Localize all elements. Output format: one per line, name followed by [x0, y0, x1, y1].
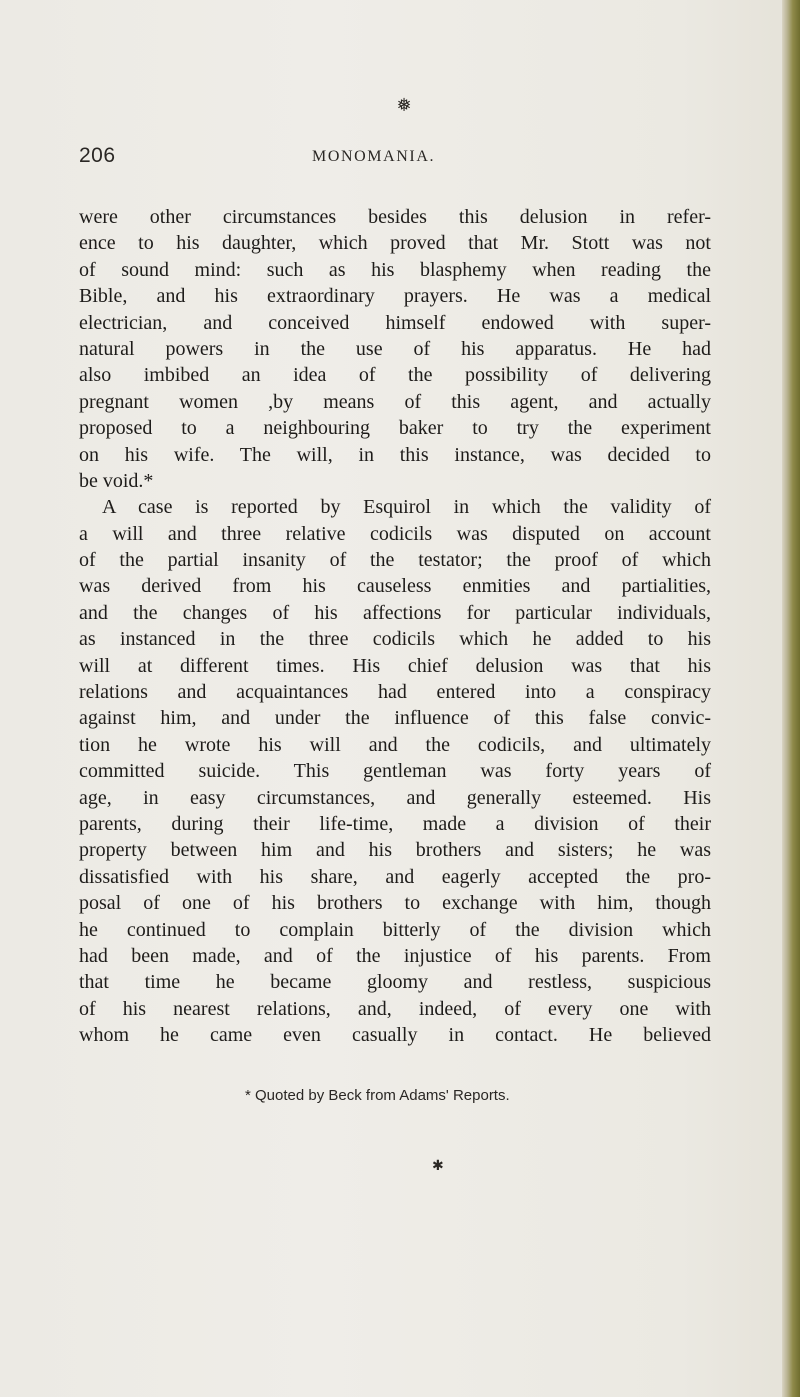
text-line: of sound mind: such as his blasphemy when reading the: [79, 258, 711, 281]
text-line: whom he came even casually in contact. He believed: [79, 1024, 711, 1047]
text-line: A case is reported by Esquirol in which the validity of: [102, 496, 711, 519]
text-line: of the partial insanity of the testator; the proof of which: [79, 549, 711, 572]
text-line: property between him and his brothers and sisters; he was: [79, 839, 711, 862]
text-line: pregnant women ,by means of this agent, and actually: [79, 390, 711, 413]
text-line: was derived from his causeless enmities and partialities,: [79, 575, 711, 598]
text-line: he continued to complain bitterly of the division which: [79, 918, 711, 941]
text-line: that time he became gloomy and restless, suspicious: [79, 971, 711, 994]
text-line: natural powers in the use of his apparatus. He had: [79, 337, 711, 360]
text-line: relations and acquaintances had entered into a conspiracy: [79, 681, 711, 704]
text-line: electrician, and conceived himself endowed with super-: [79, 311, 711, 334]
text-line: committed suicide. This gentleman was forty years of: [79, 760, 711, 783]
text-line: also imbibed an idea of the possibility of delivering: [79, 364, 711, 387]
page-edge: [782, 0, 800, 1397]
text-line: age, in easy circumstances, and generally esteemed. His: [79, 786, 711, 809]
ornament-icon: ❅: [396, 95, 412, 115]
text-line: of his nearest relations, and, indeed, of every one with: [79, 997, 711, 1020]
page-number: 206: [79, 144, 116, 167]
running-head: MONOMANIA.: [312, 148, 436, 165]
text-line: will at different times. His chief delusion was that his: [79, 654, 711, 677]
text-line: tion he wrote his will and the codicils, and ultimately: [79, 733, 711, 756]
text-line: parents, during their life-time, made a division of their: [79, 812, 711, 835]
text-line: and the changes of his affections for particular individuals,: [79, 601, 711, 624]
text-line: had been made, and of the injustice of his parents. From: [79, 944, 711, 967]
body-text: [79, 204, 711, 1049]
page-header: [79, 140, 709, 176]
ornament-icon: ✱: [432, 1159, 444, 1174]
text-line: be void.*: [79, 469, 154, 492]
text-line: proposed to a neighbouring baker to try the experiment: [79, 417, 711, 440]
text-line: a will and three relative codicils was disputed on account: [79, 522, 711, 545]
text-line: on his wife. The will, in this instance, was decided to: [79, 443, 711, 466]
text-line: were other circumstances besides this delusion in refer-: [79, 206, 711, 228]
footnote: * Quoted by Beck from Adams' Reports.: [245, 1087, 510, 1104]
text-line: ence to his daughter, which proved that Mr. Stott was not: [79, 232, 711, 255]
text-line: against him, and under the influence of this false convic-: [79, 707, 711, 730]
text-line: posal of one of his brothers to exchange with him, though: [79, 892, 711, 915]
text-line: dissatisfied with his share, and eagerly accepted the pro-: [79, 865, 711, 888]
text-line: as instanced in the three codicils which he added to his: [79, 628, 711, 651]
text-line: Bible, and his extraordinary prayers. He was a medical: [79, 285, 711, 308]
